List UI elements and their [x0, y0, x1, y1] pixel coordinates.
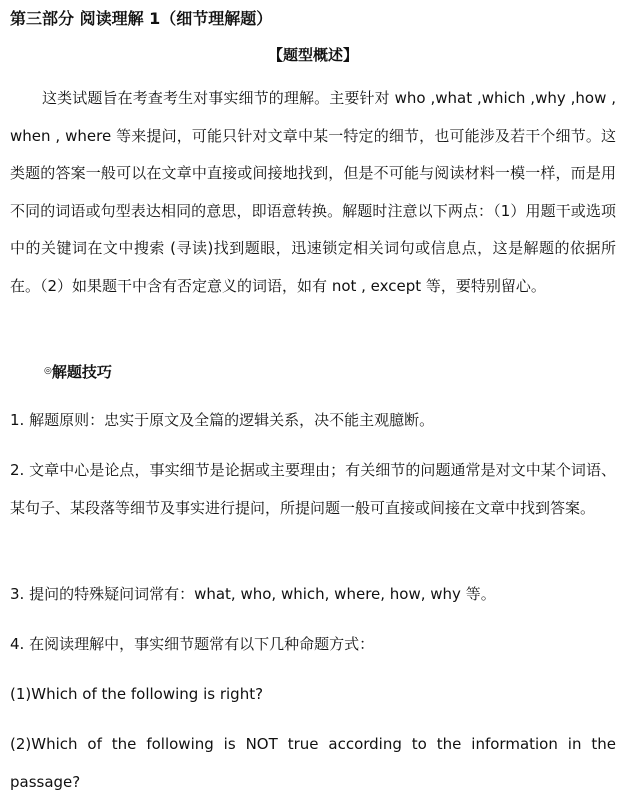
question-form-1: (1)Which of the following is right? — [10, 685, 264, 703]
bullet-mark-icon: ◎ — [44, 366, 52, 376]
section-heading: 第三部分 阅读理解 1（细节理解题） — [10, 9, 273, 28]
tip-item-3: 3. 提问的特殊疑问词常有：what, who, which, where, how, why 等。 — [10, 585, 496, 603]
tip-item-4: 4. 在阅读理解中，事实细节题常有以下几种命题方式： — [10, 635, 375, 653]
question-form-2: (2)Which of the following is NOT true according to the information in the passage? — [10, 735, 616, 791]
overview-subheading: 【题型概述】 — [267, 46, 358, 64]
tips-label: 解题技巧 — [51, 363, 112, 381]
tips-heading — [44, 360, 112, 383]
tip-item-1: 1. 解题原则：忠实于原文及全篇的逻辑关系，决不能主观臆断。 — [10, 411, 435, 429]
tip-item-2: 2. 文章中心是论点，事实细节是论据或主要理由；有关细节的问题通常是对文中某个词语、某句子、某段落等细节及事实进行提问，所提问题一般可直接或间接在文章中找到答案。 — [10, 461, 616, 517]
overview-paragraph: 这类试题旨在考查考生对事实细节的理解。主要针对 who ,what ,which ,why ,how , when , where 等来提问，可能只针对文章中某一特定的细节，也可能涉及若干个细节。这类题的答案一般可以在文章中直接或间接地找到，但是不可能与阅读材料一模一样，而是用不同的词语或句型表达相同的意思，即语意转换。解题时注意以下两点：（1）用题干或选项中的关键词在文中搜索 (寻读)找到题眼，迅速锁定相关词句或信息点，这是解题的依据所在。（2）如果题干中含有否定意义的词语，如有 not , except 等，要特别留心。 — [10, 89, 616, 295]
